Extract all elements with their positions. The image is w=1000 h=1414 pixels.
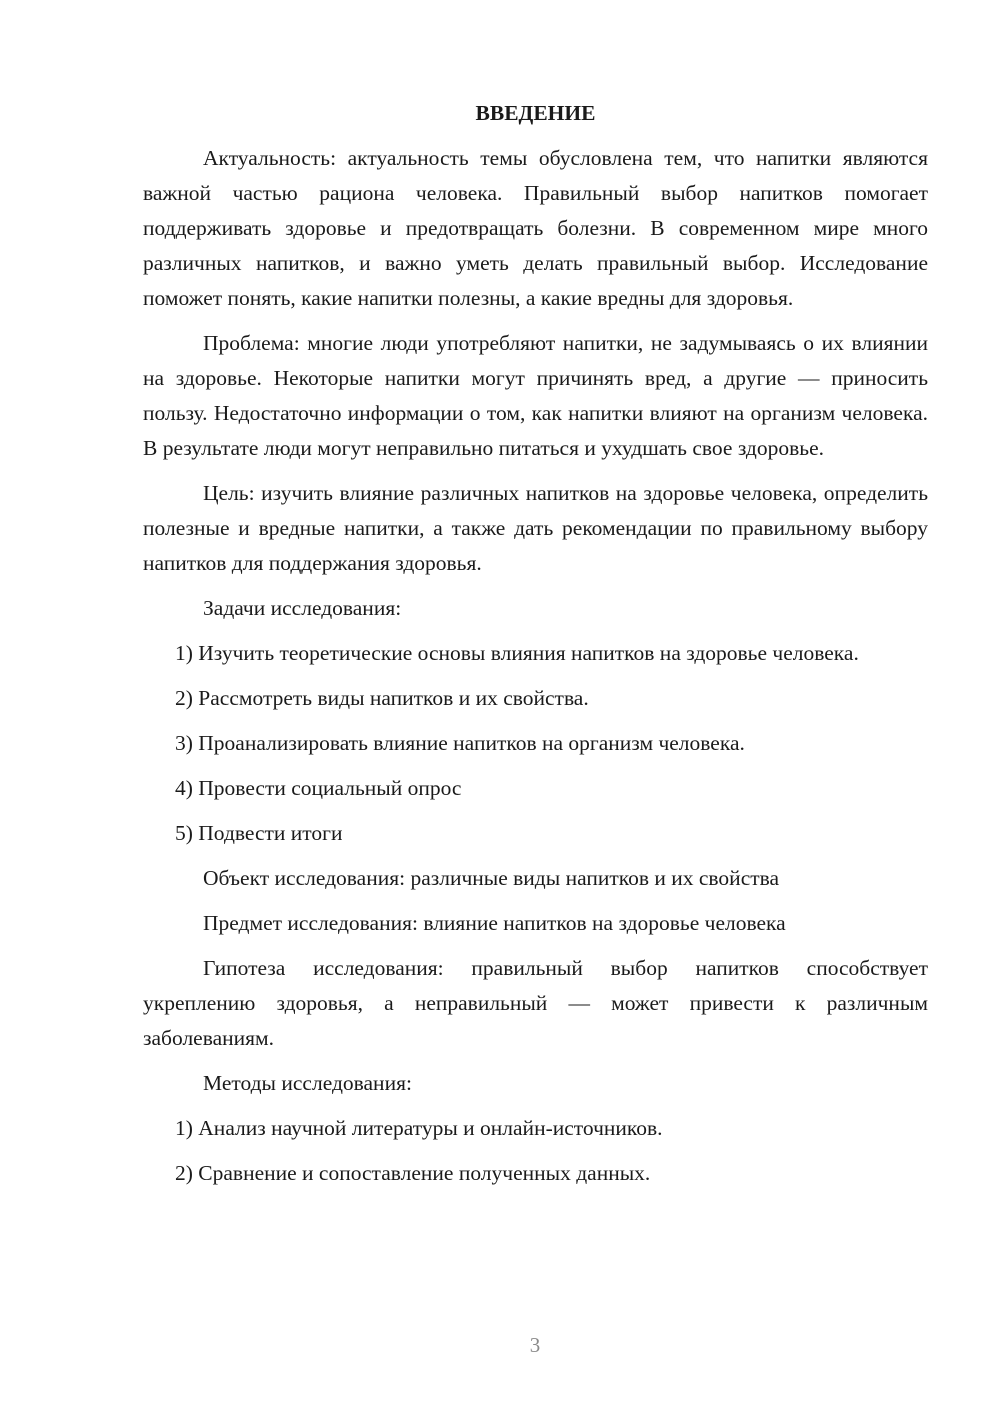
relevance-paragraph: Актуальность: актуальность темы обусловлена тем, что напитки являются важной частью рациона человека. Правильный выбор напитков помогает поддерживать здоровье и предотвращать болезни. В современном мире много различных напитков, и важно уметь делать правильный выбор. Исследование поможет понять, какие напитки полезны, а какие вредны для здоровья. bbox=[143, 146, 928, 310]
problem-paragraph: Проблема: многие люди употребляют напитки, не задумываясь о их влиянии на здоровье. Некоторые напитки могут причинять вред, а другие — приносить пользу. Недостаточно информации о том, как напитки влияют на организм человека. В результате люди могут неправильно питаться и ухудшать свое здоровье. bbox=[143, 331, 928, 460]
hypothesis-paragraph: Гипотеза исследования: правильный выбор напитков способствует укреплению здоровья, а неправильный — может привести к различным заболеваниям. bbox=[143, 956, 928, 1050]
subject-paragraph: Предмет исследования: влияние напитков на здоровье человека bbox=[203, 911, 786, 935]
methods-heading: Методы исследования: bbox=[203, 1071, 412, 1095]
tasks-heading: Задачи исследования: bbox=[203, 596, 402, 620]
object-paragraph: Объект исследования: различные виды напитков и их свойства bbox=[203, 866, 780, 890]
task-item: 3) Проанализировать влияние напитков на организм человека. bbox=[175, 731, 745, 755]
page-number: 3 bbox=[529, 1333, 541, 1357]
page-content bbox=[143, 96, 928, 1201]
section-title: ВВЕДЕНИЕ bbox=[475, 101, 596, 125]
goal-paragraph: Цель: изучить влияние различных напитков на здоровье человека, определить полезные и вредные напитки, а также дать рекомендации по правильному выбору напитков для поддержания здоровья. bbox=[143, 481, 928, 575]
task-item: 4) Провести социальный опрос bbox=[175, 776, 462, 800]
method-item: 1) Анализ научной литературы и онлайн-источников. bbox=[175, 1116, 663, 1140]
task-item: 2) Рассмотреть виды напитков и их свойства. bbox=[175, 686, 589, 710]
task-item: 5) Подвести итоги bbox=[175, 821, 343, 845]
method-item: 2) Сравнение и сопоставление полученных данных. bbox=[175, 1161, 651, 1185]
task-item: 1) Изучить теоретические основы влияния напитков на здоровье человека. bbox=[175, 641, 859, 665]
